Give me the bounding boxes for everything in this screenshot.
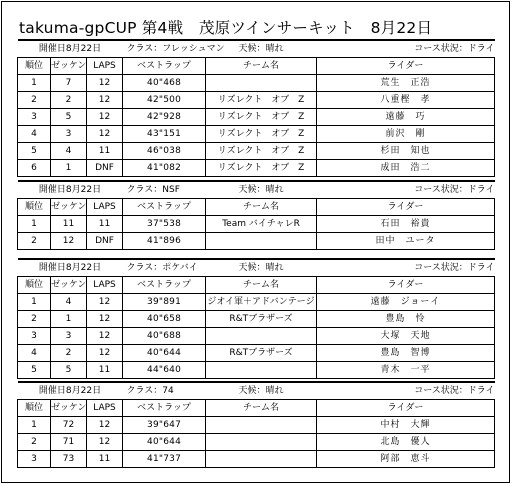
rider-cell: 田中 ユータ xyxy=(317,233,495,250)
best-lap-cell: 40"644 xyxy=(123,345,206,362)
team-cell: リズレクト オブ Z xyxy=(206,143,317,160)
rank-cell: 5 xyxy=(18,143,51,160)
rank-cell: 1 xyxy=(18,417,51,434)
laps-cell: DNF xyxy=(87,160,123,177)
header-best-lap: ベストラップ xyxy=(123,400,206,417)
team-cell xyxy=(206,75,317,92)
rank-cell: 3 xyxy=(18,328,51,345)
team-cell xyxy=(206,362,317,379)
laps-cell: 12 xyxy=(87,311,123,328)
number-cell: 3 xyxy=(51,126,87,143)
header-number: ゼッケン xyxy=(51,277,87,294)
laps-cell: 11 xyxy=(87,451,123,468)
result-row xyxy=(18,311,495,328)
rank-cell: 3 xyxy=(18,109,51,126)
rank-cell: 6 xyxy=(18,160,51,177)
rank-cell: 4 xyxy=(18,126,51,143)
number-cell: 73 xyxy=(51,451,87,468)
best-lap-cell: 46"038 xyxy=(123,143,206,160)
race-class: クラス：74 xyxy=(123,382,206,400)
number-cell: 72 xyxy=(51,417,87,434)
results-table xyxy=(17,258,495,379)
best-lap-cell: 41"896 xyxy=(123,233,206,250)
number-cell: 4 xyxy=(51,294,87,311)
team-cell xyxy=(206,434,317,451)
rider-cell: 大塚 天地 xyxy=(317,328,495,345)
race-weather: 天候：晴れ xyxy=(206,181,317,199)
team-cell: リズレクト オブ Z xyxy=(206,126,317,143)
column-header-row xyxy=(18,199,495,216)
course-condition: コース状況：ドライ xyxy=(317,40,495,58)
best-lap-cell: 39"891 xyxy=(123,294,206,311)
best-lap-cell: 42"500 xyxy=(123,92,206,109)
best-lap-cell: 39"647 xyxy=(123,417,206,434)
result-row xyxy=(18,75,495,92)
number-cell: 5 xyxy=(51,362,87,379)
race-weather: 天候：晴れ xyxy=(206,40,317,58)
team-cell: R&Tブラザーズ xyxy=(206,345,317,362)
laps-cell: 12 xyxy=(87,75,123,92)
rank-cell: 3 xyxy=(18,451,51,468)
rider-cell: 遠藤 ジョーイ xyxy=(317,294,495,311)
team-cell: リズレクト オブ Z xyxy=(206,160,317,177)
number-cell: 5 xyxy=(51,109,87,126)
header-team: チーム名 xyxy=(206,400,317,417)
rider-cell: 杉田 知也 xyxy=(317,143,495,160)
number-cell: 3 xyxy=(51,328,87,345)
rider-cell: 遠藤 巧 xyxy=(317,109,495,126)
result-row xyxy=(18,143,495,160)
rank-cell: 2 xyxy=(18,233,51,250)
race-block xyxy=(17,39,494,177)
best-lap-cell: 42"928 xyxy=(123,109,206,126)
header-number: ゼッケン xyxy=(51,199,87,216)
header-rider: ライダー xyxy=(317,400,495,417)
number-cell: 4 xyxy=(51,143,87,160)
rider-cell: 北島 優人 xyxy=(317,434,495,451)
rider-cell: 豊島 智博 xyxy=(317,345,495,362)
number-cell: 7 xyxy=(51,75,87,92)
rank-cell: 2 xyxy=(18,311,51,328)
rank-cell: 4 xyxy=(18,345,51,362)
header-laps: LAPS xyxy=(87,58,123,75)
number-cell: 2 xyxy=(51,345,87,362)
header-number: ゼッケン xyxy=(51,400,87,417)
header-number: ゼッケン xyxy=(51,58,87,75)
result-row xyxy=(18,434,495,451)
race-date: 開催日8月22日 xyxy=(18,181,123,199)
team-cell: ジオイ軍＋アドバンテージ xyxy=(206,294,317,311)
race-weather: 天候：晴れ xyxy=(206,259,317,277)
header-rank: 順位 xyxy=(18,199,51,216)
best-lap-cell: 40"688 xyxy=(123,328,206,345)
race-block xyxy=(17,180,494,250)
rank-cell: 2 xyxy=(18,92,51,109)
rider-cell: 石田 裕貴 xyxy=(317,216,495,233)
best-lap-cell: 44"640 xyxy=(123,362,206,379)
result-row xyxy=(18,451,495,468)
result-row xyxy=(18,126,495,143)
result-row xyxy=(18,362,495,379)
race-class: クラス：NSF xyxy=(123,181,206,199)
laps-cell: 11 xyxy=(87,216,123,233)
team-cell xyxy=(206,417,317,434)
header-best-lap: ベストラップ xyxy=(123,277,206,294)
team-cell: リズレクト オブ Z xyxy=(206,92,317,109)
laps-cell: 12 xyxy=(87,417,123,434)
best-lap-cell: 37"538 xyxy=(123,216,206,233)
race-class: クラス：フレッシュマン xyxy=(123,40,206,58)
results-table xyxy=(17,381,495,468)
result-row xyxy=(18,216,495,233)
laps-cell: 11 xyxy=(87,362,123,379)
rider-cell: 青木 一平 xyxy=(317,362,495,379)
number-cell: 71 xyxy=(51,434,87,451)
laps-cell: 12 xyxy=(87,126,123,143)
race-date: 開催日8月22日 xyxy=(18,382,123,400)
team-cell: リズレクト オブ Z xyxy=(206,109,317,126)
result-row xyxy=(18,160,495,177)
result-row xyxy=(18,109,495,126)
best-lap-cell: 40"468 xyxy=(123,75,206,92)
column-header-row xyxy=(18,400,495,417)
rank-cell: 2 xyxy=(18,434,51,451)
page-title: takuma-gpCUP 第4戦 茂原ツインサーキット 8月22日 xyxy=(19,19,433,37)
rider-cell: 荒生 正浩 xyxy=(317,75,495,92)
team-cell xyxy=(206,451,317,468)
course-condition: コース状況：ドライ xyxy=(317,382,495,400)
result-row xyxy=(18,345,495,362)
rank-cell: 5 xyxy=(18,362,51,379)
race-info-row xyxy=(18,181,495,199)
header-team: チーム名 xyxy=(206,277,317,294)
column-header-row xyxy=(18,277,495,294)
number-cell: 1 xyxy=(51,160,87,177)
header-rank: 順位 xyxy=(18,277,51,294)
result-row xyxy=(18,417,495,434)
laps-cell: 12 xyxy=(87,92,123,109)
rider-cell: 豊島 怜 xyxy=(317,311,495,328)
header-rank: 順位 xyxy=(18,400,51,417)
rank-cell: 1 xyxy=(18,216,51,233)
team-cell xyxy=(206,328,317,345)
best-lap-cell: 41"082 xyxy=(123,160,206,177)
best-lap-cell: 41"737 xyxy=(123,451,206,468)
rider-cell: 阿部 恵斗 xyxy=(317,451,495,468)
result-row xyxy=(18,92,495,109)
rank-cell: 1 xyxy=(18,75,51,92)
laps-cell: 11 xyxy=(87,143,123,160)
race-class: クラス：ポケバイ xyxy=(123,259,206,277)
header-laps: LAPS xyxy=(87,277,123,294)
laps-cell: 12 xyxy=(87,328,123,345)
rider-cell: 成田 浩二 xyxy=(317,160,495,177)
header-rank: 順位 xyxy=(18,58,51,75)
race-block xyxy=(17,381,494,468)
course-condition: コース状況：ドライ xyxy=(317,259,495,277)
best-lap-cell: 40"644 xyxy=(123,434,206,451)
race-date: 開催日8月22日 xyxy=(18,40,123,58)
header-team: チーム名 xyxy=(206,199,317,216)
header-best-lap: ベストラップ xyxy=(123,58,206,75)
laps-cell: 12 xyxy=(87,294,123,311)
rider-cell: 前沢 剛 xyxy=(317,126,495,143)
race-info-row xyxy=(18,382,495,400)
team-cell: R&Tブラザーズ xyxy=(206,311,317,328)
race-info-row xyxy=(18,40,495,58)
team-cell xyxy=(206,233,317,250)
header-laps: LAPS xyxy=(87,400,123,417)
header-best-lap: ベストラップ xyxy=(123,199,206,216)
column-header-row xyxy=(18,58,495,75)
rider-cell: 八重樫 孝 xyxy=(317,92,495,109)
number-cell: 12 xyxy=(51,233,87,250)
laps-cell: 12 xyxy=(87,345,123,362)
header-team: チーム名 xyxy=(206,58,317,75)
header-laps: LAPS xyxy=(87,199,123,216)
result-row xyxy=(18,328,495,345)
laps-cell: 12 xyxy=(87,109,123,126)
results-table xyxy=(17,39,495,177)
team-cell: Team バイチャレR xyxy=(206,216,317,233)
race-weather: 天候：晴れ xyxy=(206,382,317,400)
rider-cell: 中村 大輝 xyxy=(317,417,495,434)
course-condition: コース状況：ドライ xyxy=(317,181,495,199)
laps-cell: 12 xyxy=(87,434,123,451)
laps-cell: DNF xyxy=(87,233,123,250)
race-date: 開催日8月22日 xyxy=(18,259,123,277)
best-lap-cell: 43"151 xyxy=(123,126,206,143)
number-cell: 11 xyxy=(51,216,87,233)
rank-cell: 1 xyxy=(18,294,51,311)
number-cell: 1 xyxy=(51,311,87,328)
race-info-row xyxy=(18,259,495,277)
number-cell: 2 xyxy=(51,92,87,109)
header-rider: ライダー xyxy=(317,58,495,75)
best-lap-cell: 40"658 xyxy=(123,311,206,328)
results-table xyxy=(17,180,495,250)
result-row xyxy=(18,233,495,250)
header-rider: ライダー xyxy=(317,277,495,294)
header-rider: ライダー xyxy=(317,199,495,216)
result-row xyxy=(18,294,495,311)
race-block xyxy=(17,258,494,379)
